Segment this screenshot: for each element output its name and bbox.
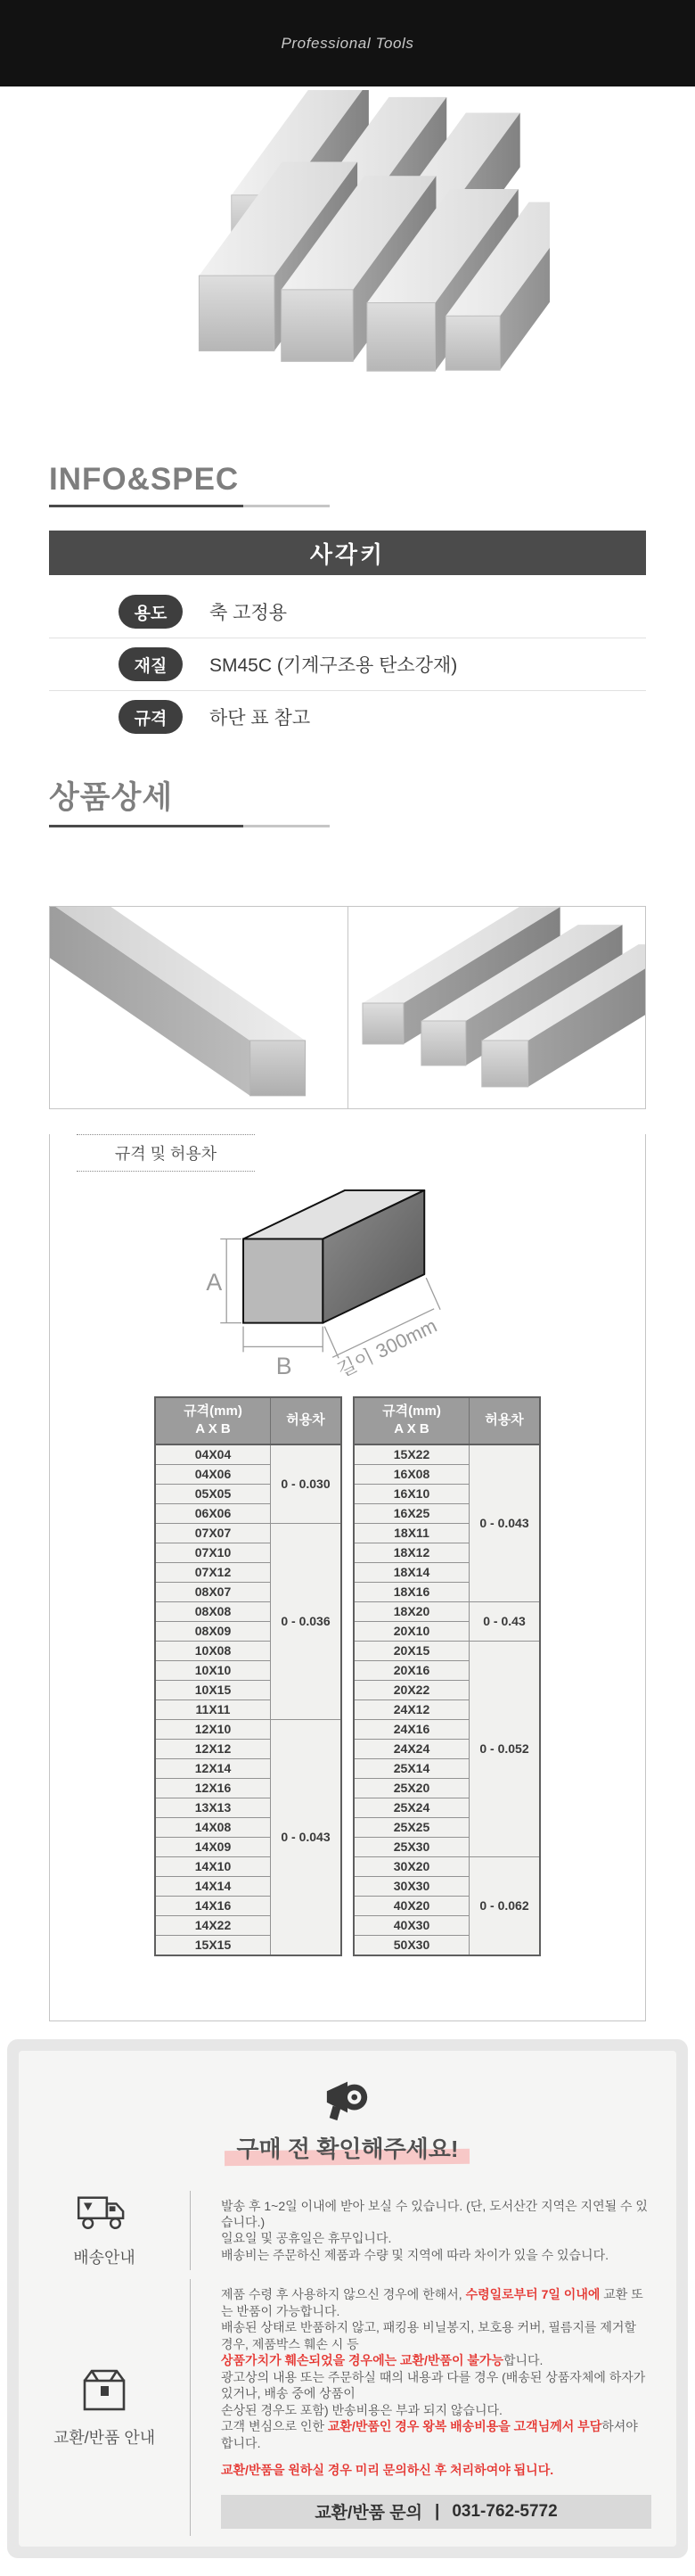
purchase-notice-card: [7, 2039, 688, 2558]
bar-dimension-diagram: [196, 1184, 499, 1387]
tolerance-cell: 0 - 0.043: [271, 1719, 342, 1955]
heading-underline: [49, 505, 330, 507]
detail-image-gallery: [49, 906, 646, 1109]
detail-title: 상품상세: [49, 780, 174, 815]
table-row: [354, 1601, 540, 1621]
size-cell: 07X10: [155, 1543, 271, 1562]
table-header-size: 규격(mm) A X B: [354, 1397, 470, 1444]
info-text-line: 고객 변심으로 인한 교환/반품인 경우 왕복 배송비용을 고객님께서 부담하셔야 합니다.: [221, 2419, 638, 2450]
size-cell: 24X12: [354, 1700, 470, 1719]
page-bottom-spacer: [0, 2562, 695, 2576]
spec-label-badge: 규격: [119, 700, 183, 734]
single-square-bar-image: [50, 907, 348, 1108]
table-header-tolerance: 허용차: [470, 1397, 541, 1444]
size-cell: 14X16: [155, 1896, 271, 1915]
hero-product-photo: [0, 86, 695, 430]
delivery-text: [190, 2191, 676, 2271]
tolerance-cell: 0 - 0.062: [470, 1856, 541, 1955]
size-cell: 12X16: [155, 1778, 271, 1798]
spec-value: 하단 표 참고: [209, 708, 311, 728]
spec-label-badge: 용도: [119, 595, 183, 629]
size-cell: 14X14: [155, 1876, 271, 1896]
top-brand-banner: [0, 0, 695, 86]
size-cell: 24X24: [354, 1739, 470, 1758]
size-cell: 50X30: [354, 1935, 470, 1955]
size-cell: 14X22: [155, 1915, 271, 1935]
table-row: [155, 1719, 341, 1739]
contact-bar: [221, 2495, 651, 2529]
size-cell: 18X12: [354, 1543, 470, 1562]
notice-headline: 구매 전 확인해주세요!: [236, 2131, 458, 2164]
info-text-line: 일요일 및 공휴일은 휴무입니다.: [221, 2231, 392, 2246]
size-cell: 25X20: [354, 1778, 470, 1798]
megaphone-icon: [321, 2074, 374, 2122]
size-cell: 04X06: [155, 1464, 271, 1484]
info-spec-title: INFO&SPEC: [49, 462, 240, 497]
purchase-notice-inner: [19, 2051, 676, 2547]
size-cell: 18X14: [354, 1562, 470, 1582]
size-cell: 30X30: [354, 1876, 470, 1896]
truck-icon: [75, 2192, 134, 2234]
underline-dark-segment: [49, 825, 243, 827]
size-cell: 07X12: [155, 1562, 271, 1582]
size-tolerance-tables: [50, 1396, 645, 1956]
spec-row: [49, 690, 646, 743]
exchange-side: [19, 2279, 190, 2535]
underline-light-segment: [243, 505, 330, 507]
size-cell: 14X09: [155, 1837, 271, 1856]
size-cell: 25X25: [354, 1817, 470, 1837]
underline-dark-segment: [49, 505, 243, 507]
size-cell: 08X07: [155, 1582, 271, 1601]
size-cell: 10X15: [155, 1680, 271, 1700]
detail-image-single-bar: [50, 907, 348, 1108]
spec-list: [49, 586, 646, 743]
size-cell: 11X11: [155, 1700, 271, 1719]
square-steel-bars-image: [176, 90, 550, 427]
size-cell: 24X16: [354, 1719, 470, 1739]
spec-row: [49, 586, 646, 638]
dimension-b-label: B: [275, 1353, 292, 1380]
spec-label-badge: 재질: [119, 647, 183, 681]
size-cell: 13X13: [155, 1798, 271, 1817]
size-cell: 08X09: [155, 1621, 271, 1641]
size-tolerance-label: 규격 및 허용차: [77, 1134, 255, 1172]
info-text-line: 광고상의 내용 또는 주문하실 때의 내용과 다를 경우 (배송된 상품자체에 하자가 있거나, 배송 중에 상품이: [221, 2369, 646, 2401]
delivery-info-row: [19, 2191, 676, 2271]
size-cell: 15X22: [354, 1444, 470, 1465]
delivery-label: 배송안내: [73, 2249, 135, 2267]
tolerance-cell: 0 - 0.043: [470, 1444, 541, 1602]
exchange-text: [190, 2279, 676, 2535]
exchange-warning: 교환/반품을 원하실 경우 미리 문의하신 후 처리하여야 됩니다.: [221, 2463, 554, 2478]
brand-tagline: Professional Tools: [281, 34, 414, 52]
heading-underline: [49, 825, 330, 827]
contact-label: 교환/반품 문의: [315, 2504, 423, 2523]
size-cell: 16X08: [354, 1464, 470, 1484]
size-cell: 20X10: [354, 1621, 470, 1641]
size-tolerance-table: [154, 1396, 342, 1956]
table-row: [155, 1444, 341, 1465]
table-row: [354, 1856, 540, 1876]
size-cell: 04X04: [155, 1444, 271, 1465]
length-label: 길이 300mm: [333, 1313, 441, 1382]
delivery-side: [19, 2191, 190, 2271]
info-text-line: 제품 수령 후 사용하지 않으신 경우에 한해서, 수령일로부터 7일 이내에 교환 또는 반품이 가능합니다.: [221, 2287, 643, 2318]
size-cell: 25X14: [354, 1758, 470, 1778]
size-cell: 10X08: [155, 1641, 271, 1660]
size-cell: 14X10: [155, 1856, 271, 1876]
contact-phone: 031-762-5772: [452, 2501, 558, 2521]
dimension-diagram: [50, 1184, 645, 1387]
size-cell: 40X30: [354, 1915, 470, 1935]
info-text-line: 배송된 상태로 반품하지 않고, 패킹용 비닐봉지, 보호용 커버, 필름지를 제거할 경우, 제품박스 훼손 시 등: [221, 2320, 636, 2351]
dimension-a-label: A: [206, 1268, 223, 1296]
size-cell: 07X07: [155, 1523, 271, 1543]
size-cell: 12X14: [155, 1758, 271, 1778]
product-name: 사각키: [309, 540, 386, 568]
tolerance-cell: 0 - 0.052: [470, 1641, 541, 1856]
detail-section-heading: [49, 773, 695, 827]
exchange-label: 교환/반품 안내: [53, 2428, 156, 2447]
product-name-banner: [49, 531, 646, 575]
spec-value: 축 고정용: [209, 603, 287, 623]
size-cell: 10X10: [155, 1660, 271, 1680]
info-text-line: 발송 후 1~2일 이내에 받아 보실 수 있습니다. (단, 도서산간 지역은 지연될 수 있습니다.): [221, 2198, 648, 2229]
size-cell: 14X08: [155, 1817, 271, 1837]
size-cell: 08X08: [155, 1601, 271, 1621]
size-cell: 16X25: [354, 1503, 470, 1523]
info-spec-section-heading: [49, 462, 695, 507]
table-header-tolerance: 허용차: [271, 1397, 342, 1444]
info-text-line: 상품가치가 훼손되었을 경우에는 교환/반품이 불가능합니다.: [221, 2353, 544, 2368]
size-cell: 30X20: [354, 1856, 470, 1876]
table-row: [354, 1641, 540, 1660]
package-box-icon: [78, 2366, 130, 2415]
size-cell: 25X24: [354, 1798, 470, 1817]
size-cell: 20X15: [354, 1641, 470, 1660]
info-text-line: 배송비는 주문하신 제품과 수량 및 지역에 따라 차이가 있을 수 있습니다.: [221, 2247, 609, 2262]
info-text-line: 손상된 경우도 포함) 반송비용은 부과 되지 않습니다.: [221, 2402, 503, 2417]
size-cell: 20X22: [354, 1680, 470, 1700]
spec-value: SM45C (기계구조용 탄소강재): [209, 655, 458, 676]
tolerance-cell: 0 - 0.036: [271, 1523, 342, 1719]
size-cell: 05X05: [155, 1484, 271, 1503]
size-cell: 18X11: [354, 1523, 470, 1543]
size-cell: 40X20: [354, 1896, 470, 1915]
size-cell: 12X12: [155, 1739, 271, 1758]
size-cell: 25X30: [354, 1837, 470, 1856]
table-row: [155, 1523, 341, 1543]
size-tolerance-table: [353, 1396, 541, 1956]
size-cell: 18X20: [354, 1601, 470, 1621]
detail-image-three-bars: [348, 907, 646, 1108]
size-tolerance-section: [49, 1134, 646, 2021]
size-cell: 15X15: [155, 1935, 271, 1955]
size-cell: 12X10: [155, 1719, 271, 1739]
contact-separator: |: [435, 2501, 440, 2521]
size-cell: 16X10: [354, 1484, 470, 1503]
size-cell: 06X06: [155, 1503, 271, 1523]
table-row: [354, 1444, 540, 1465]
underline-light-segment: [243, 825, 330, 827]
tolerance-cell: 0 - 0.43: [470, 1601, 541, 1641]
spec-row: [49, 638, 646, 690]
three-square-bars-image: [348, 907, 646, 1108]
size-cell: 20X16: [354, 1660, 470, 1680]
tolerance-cell: 0 - 0.030: [271, 1444, 342, 1524]
exchange-info-row: [19, 2279, 676, 2535]
table-header-size: 규격(mm) A X B: [155, 1397, 271, 1444]
size-cell: 18X16: [354, 1582, 470, 1601]
